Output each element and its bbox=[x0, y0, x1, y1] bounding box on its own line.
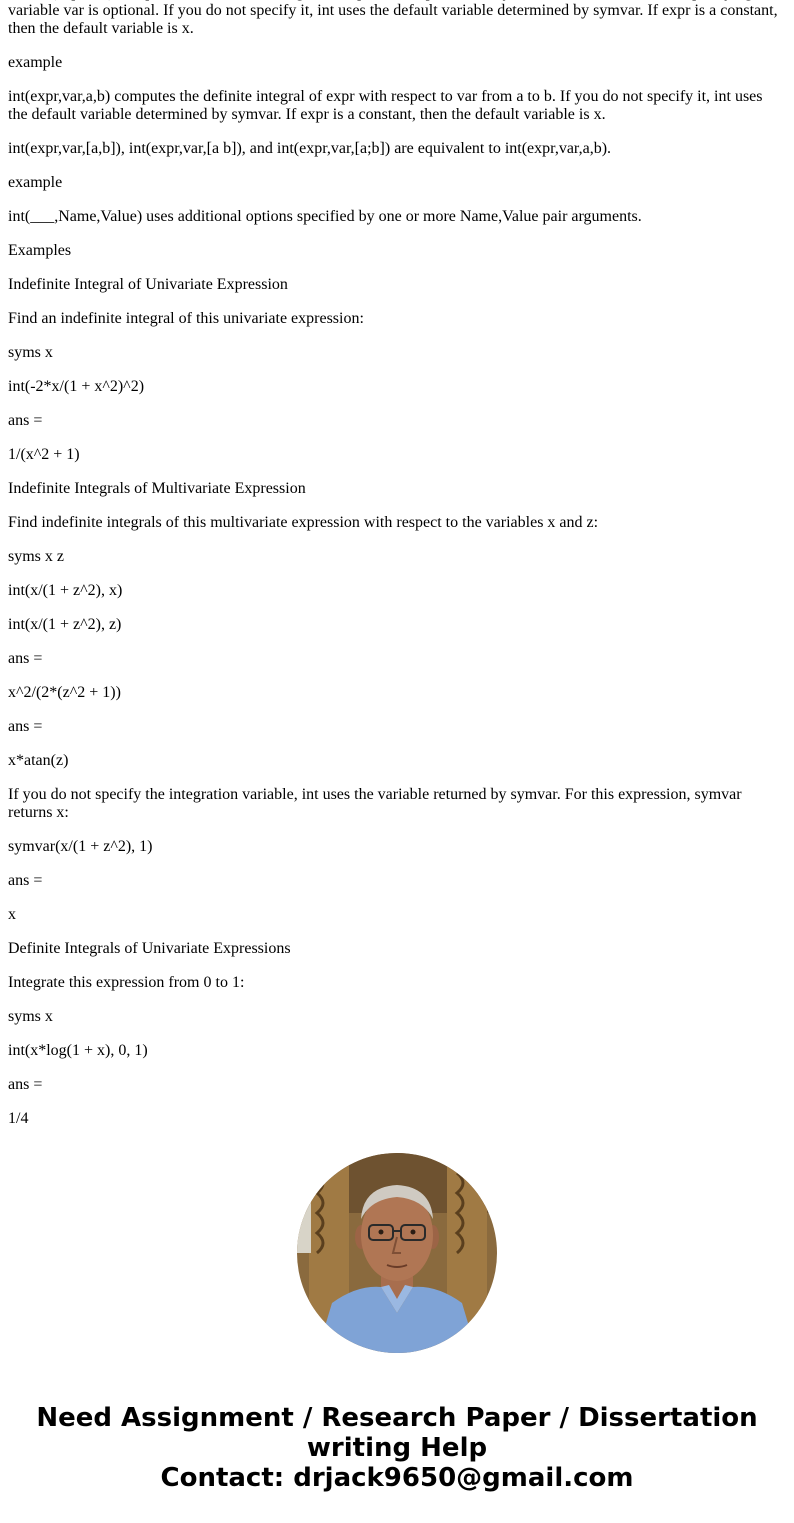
code-output: ans = bbox=[8, 718, 43, 735]
code-output: ans = bbox=[8, 650, 43, 667]
code-output: x bbox=[8, 906, 16, 923]
code-output: 1/4 bbox=[8, 1110, 29, 1127]
code-line: int(-2*x/(1 + x^2)^2) bbox=[8, 378, 145, 395]
paragraph: example bbox=[8, 174, 63, 191]
document-body bbox=[8, 0, 786, 1144]
paragraph: int(___,Name,Value) uses additional options specified by one or more Name,Value pair arguments. bbox=[8, 208, 642, 225]
paragraph: example bbox=[8, 54, 63, 71]
paragraph: int(expr,var,[a,b]), int(expr,var,[a b]), and int(expr,var,[a;b]) are equivalent to int(expr,var,a,b). bbox=[8, 140, 612, 157]
code-output: ans = bbox=[8, 872, 43, 889]
author-photo bbox=[297, 1153, 497, 1353]
subsection-heading: Indefinite Integral of Univariate Expression bbox=[8, 276, 288, 293]
subsection-heading: Definite Integrals of Univariate Expressions bbox=[8, 940, 291, 957]
code-output: x^2/(2*(z^2 + 1)) bbox=[8, 684, 121, 701]
paragraph: variable var is optional. If you do not specify it, int uses the default variable determined by symvar. If expr is a constant, then the default variable is x. bbox=[8, 2, 778, 37]
paragraph: int(expr,var,a,b) computes the definite integral of expr with respect to var from a to b. If you do not specify it, int uses the default variable determined by symvar. If expr is a constant, then the default variable is x. bbox=[8, 88, 763, 123]
code-line: syms x bbox=[8, 1008, 53, 1025]
code-line: syms x z bbox=[8, 548, 64, 565]
code-output: ans = bbox=[8, 1076, 43, 1093]
author-photo-image bbox=[297, 1153, 497, 1353]
section-heading: Examples bbox=[8, 242, 72, 259]
contact-email: Contact: drjack9650@gmail.com bbox=[160, 1463, 634, 1493]
code-line: int(x/(1 + z^2), x) bbox=[8, 582, 123, 599]
code-output: ans = bbox=[8, 412, 43, 429]
code-line: int(x*log(1 + x), 0, 1) bbox=[8, 1042, 148, 1059]
paragraph: Find indefinite integrals of this multivariate expression with respect to the variables x and z: bbox=[8, 514, 599, 531]
contact-banner bbox=[0, 1403, 794, 1493]
contact-banner-line: Need Assignment / Research Paper / Dissertation bbox=[36, 1403, 758, 1433]
contact-banner-line: writing Help bbox=[306, 1433, 488, 1463]
paragraph: If you do not specify the integration variable, int uses the variable returned by symvar. For this expression, symvar returns x: bbox=[8, 786, 742, 821]
code-line: syms x bbox=[8, 344, 53, 361]
paragraph: Find an indefinite integral of this univariate expression: bbox=[8, 310, 364, 327]
code-line: symvar(x/(1 + z^2), 1) bbox=[8, 838, 153, 855]
subsection-heading: Indefinite Integrals of Multivariate Expression bbox=[8, 480, 306, 497]
code-output: 1/(x^2 + 1) bbox=[8, 446, 80, 463]
code-line: int(x/(1 + z^2), z) bbox=[8, 616, 122, 633]
paragraph: Integrate this expression from 0 to 1: bbox=[8, 974, 245, 991]
code-output: x*atan(z) bbox=[8, 752, 69, 769]
